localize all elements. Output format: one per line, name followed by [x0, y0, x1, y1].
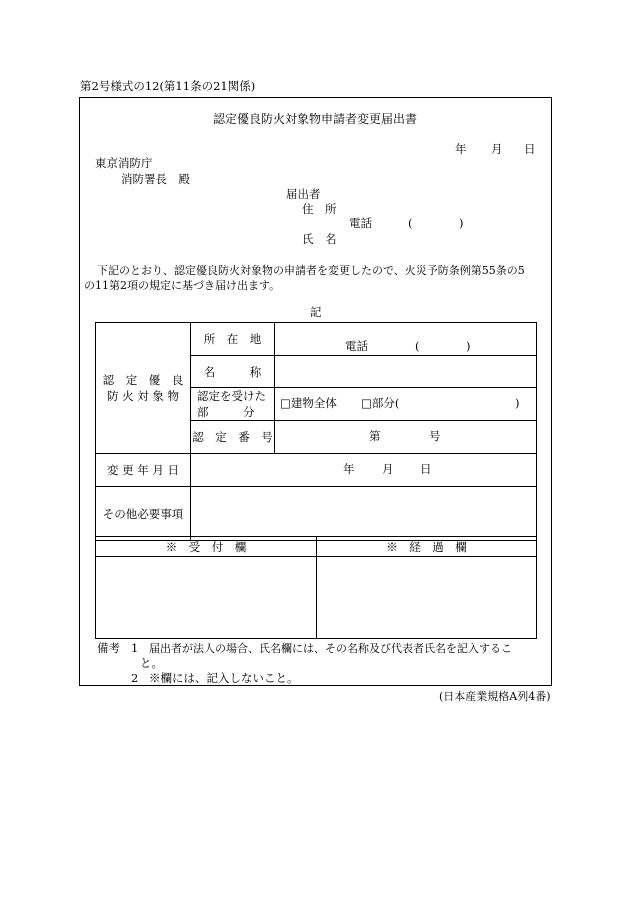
note-1-line1: 届出者が法人の場合、氏名欄には、その名称及び代表者氏名を記入するこ — [149, 642, 512, 655]
note-1-line2: と。 — [140, 656, 163, 670]
details-table — [95, 322, 537, 541]
target-object-label-line2: 防 火 対 象 物 — [106, 389, 180, 403]
cert-scope-label-line2: 部 分 — [197, 405, 255, 419]
cert-number-label: 認 定 番 号 — [191, 421, 275, 454]
other-matters-field[interactable] — [191, 487, 537, 541]
progress-column-header: ※ 経 過 欄 — [317, 537, 537, 557]
addressee-agency: 東京消防庁 — [95, 156, 153, 170]
note-2-number: 2 — [131, 671, 139, 685]
other-matters-label: その他必要事項 — [96, 487, 191, 541]
notes-label: 備考 — [97, 641, 120, 655]
change-date-label: 変 更 年 月 日 — [96, 454, 191, 487]
cert-scope-label-line1: 認定を受けた — [197, 389, 266, 403]
progress-area — [317, 557, 537, 639]
cert-number-field[interactable] — [275, 421, 537, 454]
submitter-name-label: 氏 名 — [302, 232, 337, 246]
paper-size-note: (日本産業規格A列4番) — [439, 690, 551, 703]
body-text-line1: 下記のとおり、認定優良防火対象物の申請者を変更したので、火災予防条例第55条の5 — [97, 264, 525, 277]
location-field[interactable] — [275, 323, 537, 356]
form-number-label: 第2号様式の12(第11条の21関係) — [80, 79, 256, 93]
submitter-label: 届出者 — [286, 187, 321, 201]
ki-heading: 記 — [310, 305, 322, 319]
reception-area — [96, 557, 317, 639]
location-paren-open: ( — [415, 339, 420, 353]
submitter-phone-paren-open: ( — [408, 216, 413, 230]
date-day: 日 — [524, 142, 536, 156]
document-title: 認定優良防火対象物申請者変更届出書 — [212, 112, 417, 126]
cert-number-suffix: 号 — [429, 429, 441, 443]
note-2-text: ※欄には、記入しないこと。 — [149, 671, 299, 685]
date-year: 年 — [455, 142, 467, 156]
reception-column-header: ※ 受 付 欄 — [96, 537, 317, 557]
name-field[interactable] — [275, 356, 537, 388]
note-1-number: 1 — [131, 641, 139, 655]
cert-scope-label — [191, 388, 275, 421]
cert-scope-field — [275, 388, 537, 421]
location-paren-close: ) — [466, 339, 471, 353]
option-partial-checkbox[interactable]: □部分( — [361, 396, 400, 410]
target-object-label-line1: 認 定 優 良 — [102, 373, 184, 387]
target-object-group-label — [96, 323, 191, 454]
option-partial-close-paren: ) — [515, 396, 520, 410]
change-date-month: 月 — [382, 462, 394, 476]
change-date-year: 年 — [343, 462, 355, 476]
date-month: 月 — [491, 142, 503, 156]
office-use-table — [95, 536, 537, 639]
submitter-phone-paren-close: ) — [459, 216, 464, 230]
addressee-chief: 消防署長 殿 — [121, 172, 190, 186]
location-label: 所 在 地 — [191, 323, 275, 356]
name-label: 名 称 — [191, 356, 275, 388]
location-phone-label: 電話 — [345, 339, 368, 353]
body-text-line2: の11第2項の規定に基づき届け出ます。 — [84, 279, 281, 292]
option-whole-building-checkbox[interactable]: □建物全体 — [280, 396, 337, 410]
submitter-phone-label: 電話 — [349, 216, 372, 230]
change-date-day: 日 — [420, 462, 432, 476]
change-date-field[interactable] — [191, 454, 537, 487]
cert-number-prefix: 第 — [369, 429, 381, 443]
submitter-address-label: 住 所 — [302, 202, 337, 216]
